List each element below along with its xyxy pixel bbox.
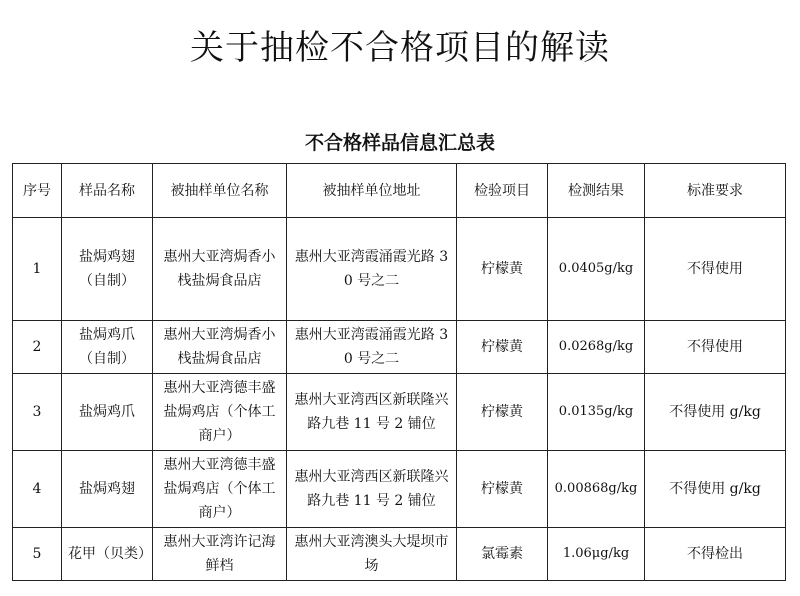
header-sampled-unit-address: 被抽样单位地址 bbox=[287, 164, 457, 218]
table-header-row bbox=[13, 164, 786, 218]
cell-sample-name: 盐焗鸡爪（自制） bbox=[62, 321, 153, 374]
cell-standard: 不得使用 bbox=[645, 321, 786, 374]
cell-test-result: 0.0405g/kg bbox=[548, 218, 645, 321]
cell-sample-name: 花甲（贝类） bbox=[62, 528, 153, 581]
cell-sample-name: 盐焗鸡爪 bbox=[62, 374, 153, 451]
cell-test-item: 柠檬黄 bbox=[457, 218, 548, 321]
cell-unit-name: 惠州大亚湾焗香小栈盐焗食品店 bbox=[153, 218, 287, 321]
header-sampled-unit-name: 被抽样单位名称 bbox=[153, 164, 287, 218]
cell-index: 3 bbox=[13, 374, 62, 451]
table-row bbox=[13, 374, 786, 451]
header-index: 序号 bbox=[13, 164, 62, 218]
cell-test-result: 1.06μg/kg bbox=[548, 528, 645, 581]
header-sample-name: 样品名称 bbox=[62, 164, 153, 218]
cell-index: 2 bbox=[13, 321, 62, 374]
cell-standard: 不得使用 g/kg bbox=[645, 374, 786, 451]
cell-unit-name: 惠州大亚湾德丰盛盐焗鸡店（个体工商户） bbox=[153, 374, 287, 451]
table-row bbox=[13, 451, 786, 528]
cell-test-item: 氯霉素 bbox=[457, 528, 548, 581]
page-bottom-edge bbox=[0, 586, 800, 596]
cell-sample-name: 盐焗鸡翅（自制） bbox=[62, 218, 153, 321]
table-row bbox=[13, 321, 786, 374]
header-standard-requirement: 标准要求 bbox=[645, 164, 786, 218]
cell-test-result: 0.0268g/kg bbox=[548, 321, 645, 374]
cell-index: 5 bbox=[13, 528, 62, 581]
cell-index: 4 bbox=[13, 451, 62, 528]
cell-unit-address: 惠州大亚湾霞涌霞光路 30 号之二 bbox=[287, 321, 457, 374]
cell-standard: 不得使用 bbox=[645, 218, 786, 321]
page-title: 关于抽检不合格项目的解读 bbox=[190, 28, 610, 68]
nonconforming-samples-table bbox=[12, 163, 786, 581]
header-test-result: 检测结果 bbox=[548, 164, 645, 218]
cell-test-item: 柠檬黄 bbox=[457, 374, 548, 451]
header-test-item: 检验项目 bbox=[457, 164, 548, 218]
table-title: 不合格样品信息汇总表 bbox=[304, 132, 495, 154]
cell-unit-name: 惠州大亚湾许记海鲜档 bbox=[153, 528, 287, 581]
cell-standard: 不得使用 g/kg bbox=[645, 451, 786, 528]
cell-test-item: 柠檬黄 bbox=[457, 451, 548, 528]
cell-test-result: 0.0135g/kg bbox=[548, 374, 645, 451]
table-row bbox=[13, 218, 786, 321]
table-row bbox=[13, 528, 786, 581]
cell-test-result: 0.00868g/kg bbox=[548, 451, 645, 528]
cell-unit-address: 惠州大亚湾西区新联隆兴路九巷 11 号 2 铺位 bbox=[287, 374, 457, 451]
cell-sample-name: 盐焗鸡翅 bbox=[62, 451, 153, 528]
cell-unit-name: 惠州大亚湾德丰盛盐焗鸡店（个体工商户） bbox=[153, 451, 287, 528]
cell-standard: 不得检出 bbox=[645, 528, 786, 581]
cell-unit-address: 惠州大亚湾澳头大堤坝市场 bbox=[287, 528, 457, 581]
cell-index: 1 bbox=[13, 218, 62, 321]
cell-unit-address: 惠州大亚湾西区新联隆兴路九巷 11 号 2 铺位 bbox=[287, 451, 457, 528]
cell-unit-address: 惠州大亚湾霞涌霞光路 30 号之二 bbox=[287, 218, 457, 321]
cell-test-item: 柠檬黄 bbox=[457, 321, 548, 374]
cell-unit-name: 惠州大亚湾焗香小栈盐焗食品店 bbox=[153, 321, 287, 374]
